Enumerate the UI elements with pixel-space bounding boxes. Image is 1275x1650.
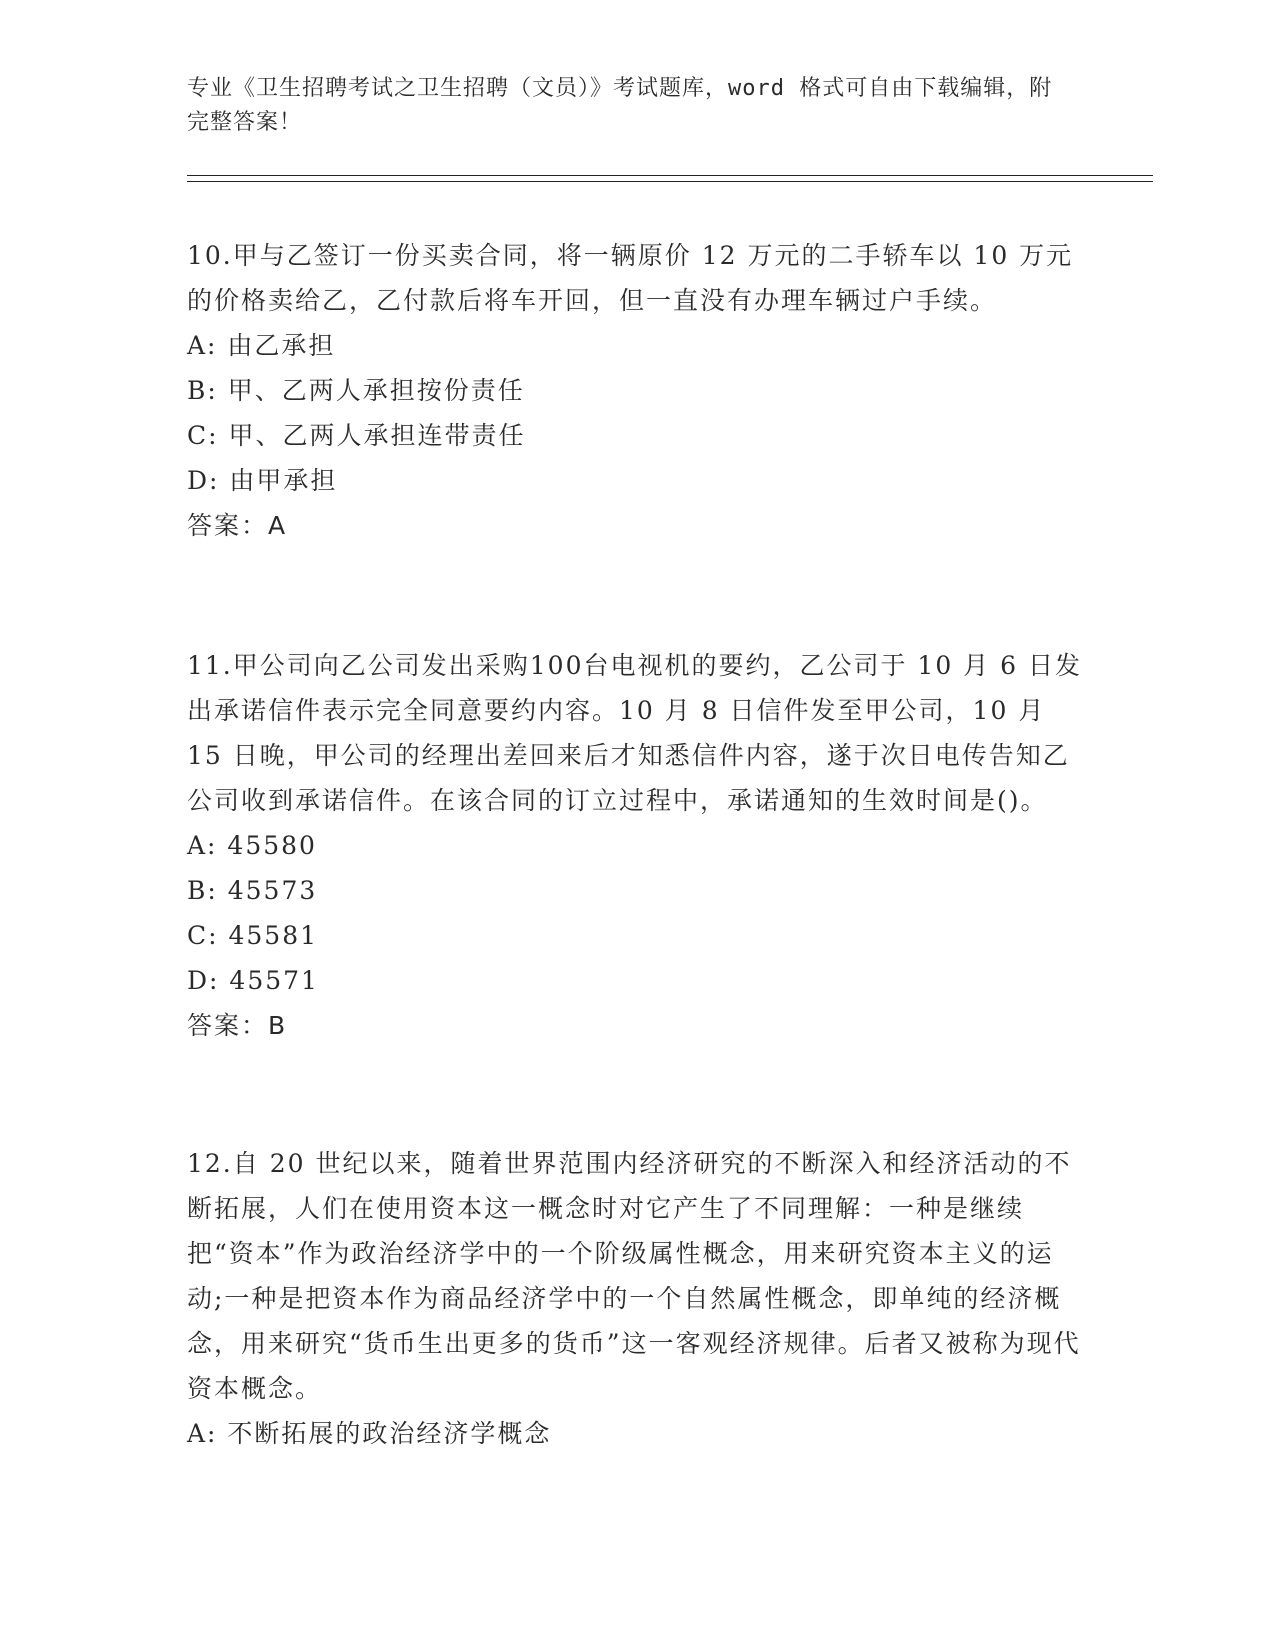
question-text: 12.自 20 世纪以来，随着世界范围内经济研究的不断深入和经济活动的不断拓展，人们在使用资本这一概念时对它产生了不同理解：一种是继续把“资本”作为政治经济学中的一个阶级属性概念，用来研究资本主义的运动;一种是把资本作为商品经济学中的一个自然属性概念，即单纯的经济概念，用来研究“货币生出更多的货币”这一客观经济规律。后者又被称为现代资本概念。 (187, 1149, 1081, 1403)
option-a: A: 不断拓展的政治经济学概念 (187, 1419, 552, 1448)
document-header: 专业《卫生招聘考试之卫生招聘（文员）》考试题库，word 格式可自由下载编辑，附完整答案！ (187, 76, 1053, 135)
answer: 答案：A (187, 511, 288, 540)
option-a: A: 由乙承担 (187, 331, 336, 360)
question-text: 11.甲公司向乙公司发出采购100台电视机的要约，乙公司于 10 月 6 日发出承诺信件表示完全同意要约内容。10 月 8 日信件发至甲公司，10 月 15 日晚，甲公司的经理出差回来后才知悉信件内容，遂于次日电传告知乙公司收到承诺信件。在该合同的订立过程中，承诺通知的生效时间是()。 (187, 651, 1082, 815)
option-c: C: 甲、乙两人承担连带责任 (187, 421, 526, 450)
question-text: 10.甲与乙签订一份买卖合同，将一辆原价 12 万元的二手轿车以 10 万元的价格卖给乙，乙付款后将车开回，但一直没有办理车辆过户手续。 (187, 241, 1074, 315)
question-11 (187, 643, 1087, 1048)
question-12 (187, 1141, 1087, 1456)
option-d: D: 45571 (187, 966, 319, 995)
question-10 (187, 233, 1087, 548)
option-b: B: 甲、乙两人承担按份责任 (187, 376, 525, 405)
option-a: A: 45580 (187, 831, 317, 860)
option-b: B: 45573 (187, 876, 318, 905)
header-rule-bottom (187, 181, 1153, 182)
option-d: D: 由甲承担 (187, 466, 338, 495)
answer: 答案：B (187, 1011, 288, 1040)
header-rule-top (187, 175, 1153, 176)
option-c: C: 45581 (187, 921, 319, 950)
